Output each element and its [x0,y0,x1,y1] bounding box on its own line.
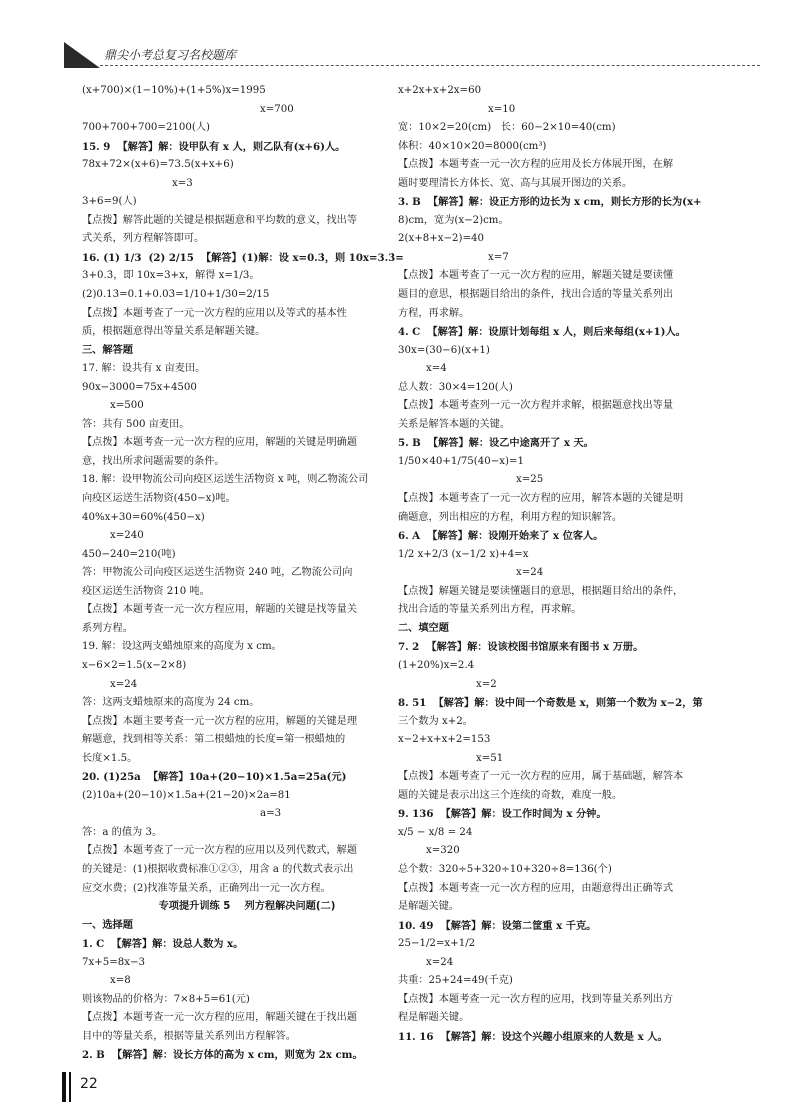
text-line: 【点拨】本题考查一元一次方程的应用，找到等量关系列出方 [398,993,674,1005]
text-line: 则该物品的价格为：7×8+5=61(元) [82,993,250,1005]
text-line: 6. A 【解答】解：设刚开始来了 x 位客人。 [398,530,604,543]
text-line: 的关键是：(1)根据收费标准①②③，用含 a 的代数式表示出 [82,863,354,875]
text-line: x=8 [110,975,131,987]
text-line: a=3 [260,808,282,820]
text-line: 关系是解答本题的关键。 [398,418,511,430]
text-line: 1/2 x+2/3 (x−1/2 x)+4=x [398,548,529,560]
page-header [70,42,760,68]
text-line: 答：a 的值为 3。 [82,826,163,838]
text-line: 【点拨】本题考查列一元一次方程并求解，根据题意找出等量 [398,400,674,412]
text-line: 解题意，找到相等关系：第二根蜡烛的长度=第一根蜡烛的 [82,734,346,746]
text-line: 3+0.3̇，即 10x=3+x，解得 x=1/3。 [82,270,260,282]
text-line: 15. 9 【解答】解：设甲队有 x 人，则乙队有(x+6)人。 [82,140,346,153]
text-line: 总人数：30×4=120(人) [398,381,513,393]
text-line: 450−240=210(吨) [82,548,176,560]
text-line: 7. 2 【解答】解：设该校图书馆原来有图书 x 万册。 [398,641,644,654]
footer-bar-thin [69,1072,71,1102]
text-line: 体积：40×10×20=8000(cm³) [398,140,547,152]
text-line: 宽：10×2=20(cm) 长：60−2×10=40(cm) [398,122,616,134]
text-line: 程是解题关键。 [398,1012,470,1024]
text-line: x=51 [476,752,504,764]
text-line: 是解题关键。 [398,901,460,913]
text-line: (1+20%)x=2.4 [398,659,475,671]
text-line: 应交水费；(2)找准等量关系，正确列出一元一次方程。 [82,882,331,894]
text-line: 40%x+30=60%(450−x) [82,511,205,523]
header-dashed-rule [100,65,760,66]
text-line: x=500 [110,400,144,412]
header-title: 鼎尖小考总复习名校题库 [104,48,237,62]
text-line: 11. 16 【解答】解：设这个兴趣小组原来的人数是 x 人。 [398,1030,668,1043]
text-line: x=3 [172,177,193,189]
text-line: 【点拨】本题考查了一元一次方程的应用，解题关键是要读懂 [398,270,674,282]
text-line: 三、解答题 [82,344,133,356]
text-line: 向疫区运送生活物资(450−x)吨。 [82,493,236,505]
text-line: 18. 解：设甲物流公司向疫区运送生活物资 x 吨，则乙物流公司 [82,474,369,486]
text-line: 4. C 【解答】解：设原计划每组 x 人，则后来每组(x+1)人。 [398,326,686,339]
page-number: 22 [80,1076,98,1092]
text-line: x=24 [516,567,544,579]
text-line: x=10 [488,103,516,115]
text-line: 1/50×40+1/75(40−x)=1 [398,455,525,467]
text-line: 【点拨】本题考查了一元一次方程的应用，解答本题的关键是明 [398,493,684,505]
text-line: 【点拨】本题考查了一元一次方程的应用以及等式的基本性 [82,307,347,319]
text-line: 【点拨】本题考查一元一次方程应用，解题的关键是找等量关 [82,604,358,616]
text-line: 16. (1) 1/3 (2) 2/15 【解答】(1)解：设 x=0.3̇，则 10x=3.3̇= [82,251,404,264]
text-line: 700+700+700=2100(人) [82,122,211,134]
text-line: 答：这两支蜡烛原来的高度为 24 cm。 [82,697,260,709]
text-line: 10. 49 【解答】解：设第二筐重 x 千克。 [398,919,597,932]
text-line: 【点拨】解答此题的关键是根据题意和平均数的意义，找出等 [82,214,358,226]
text-line: 二、填空题 [398,622,449,634]
text-line: (2)0.13̇=0.1+0.03̇=1/10+1/30=2/15 [82,289,270,301]
text-line: x+2x+x+2x=60 [398,85,482,96]
text-line: x=25 [516,474,544,486]
text-line: 【点拨】解题关键是要读懂题目的意思，根据题目给出的条件， [398,585,684,597]
text-line: 8. 51 【解答】解：设中间一个奇数是 x，则第一个数为 x−2，第 [398,697,703,710]
text-line: 题的关键是表示出这三个连续的奇数，难度一般。 [398,789,623,801]
text-line: 3. B 【解答】解：设正方形的边长为 x cm，则长方形的长为(x+ [398,196,702,209]
text-line: 长度×1.5。 [82,752,138,764]
text-line: 【点拨】本题主要考查一元一次方程的应用，解题的关键是理 [82,715,358,727]
text-line: 题目的意思，根据题目给出的条件，找出合适的等量关系列出 [398,289,674,301]
text-line: 9. 136 【解答】解：设工作时间为 x 分钟。 [398,808,607,821]
text-line: 8)cm，宽为(x−2)cm。 [398,214,509,226]
text-line: 25−1/2=x+1/2 [398,938,476,950]
text-line: 1. C 【解答】解：设总人数为 x。 [82,938,244,951]
text-line: 确题意，列出相应的方程，利用方程的知识解答。 [398,511,623,523]
text-line: 总个数：320÷5+320÷10+320÷8=136(个) [398,863,612,875]
text-line: (x+700)×(1−10%)+(1+5%)x=1995 [82,85,266,96]
text-line: 【点拨】本题考查一元一次方程的应用，由题意得出正确等式 [398,882,674,894]
text-line: 20. (1)25a 【解答】10a+(20−10)×1.5a=25a(元) [82,771,347,784]
text-line: x/5 − x/8 = 24 [398,826,473,838]
text-line: 19. 解：设这两支蜡烛原来的高度为 x cm。 [82,641,282,653]
text-line: x=240 [110,530,144,542]
text-line: 目中的等量关系，根据等量关系列出方程解答。 [82,1030,296,1042]
text-line: 5. B 【解答】解：设乙中途离开了 x 天。 [398,437,594,450]
text-line: x−6×2=1.5(x−2×8) [82,659,187,671]
text-line: 系列方程。 [82,622,133,634]
text-line: 专项提升训练 5 列方程解决问题(二) [158,901,336,913]
text-line: 30x=(30−6)(x+1) [398,344,490,356]
text-line: 17. 解：设共有 x 亩麦田。 [82,363,206,375]
text-line: 找出合适的等量关系列出方程，再求解。 [398,604,582,616]
text-line: 方程，再求解。 [398,307,470,319]
text-line: x=320 [426,845,460,857]
text-line: 2(x+8+x−2)=40 [398,233,484,245]
text-line: x=2 [476,678,497,690]
text-line: x=7 [488,251,509,263]
text-line: x−2+x+x+2=153 [398,734,491,746]
text-line: (2)10a+(20−10)×1.5a+(21−20)×2a=81 [82,789,291,801]
header-triangle-mark [64,42,100,68]
text-line: 一、选择题 [82,919,133,931]
text-line: 答：共有 500 亩麦田。 [82,418,190,430]
text-line: 【点拨】本题考查一元一次方程的应用及长方体展开图，在解 [398,159,674,171]
text-line: 【点拨】本题考查了一元一次方程的应用以及列代数式，解题 [82,845,358,857]
text-line: 题时要理清长方体长、宽、高与其展开图边的关系。 [398,177,633,189]
footer-bar-thick [62,1072,66,1102]
text-line: 答：甲物流公司向疫区运送生活物资 240 吨，乙物流公司向 [82,567,353,579]
text-line: 【点拨】本题考查一元一次方程的应用，解题的关键是明确题 [82,437,358,449]
text-line: x=24 [110,678,138,690]
text-line: x=4 [426,363,447,375]
text-line: 78x+72×(x+6)=73.5(x+x+6) [82,159,234,171]
right-column [398,82,728,1046]
text-line: 三个数为 x+2。 [398,715,473,727]
text-line: 意，找出所求问题需要的条件。 [82,455,225,467]
text-line: 式关系，列方程解答即可。 [82,233,205,245]
text-line: 7x+5=8x−3 [82,956,146,968]
text-line: 共重：25+24=49(千克) [398,975,513,987]
text-line: 2. B 【解答】解：设长方体的高为 x cm，则宽为 2x cm。 [82,1049,363,1062]
text-line: 质，根据题意得出等量关系是解题关键。 [82,326,266,338]
text-line: x=24 [426,956,454,968]
text-line: 90x−3000=75x+4500 [82,381,197,393]
text-line: 疫区运送生活物资 210 吨。 [82,585,210,597]
left-column [82,82,412,1065]
text-line: 3+6=9(人) [82,196,137,208]
text-line: 【点拨】本题考查一元一次方程的应用，解题关键在于找出题 [82,1012,358,1024]
text-line: x=700 [260,103,294,115]
text-line: 【点拨】本题考查了一元一次方程的应用，属于基础题，解答本 [398,771,684,783]
